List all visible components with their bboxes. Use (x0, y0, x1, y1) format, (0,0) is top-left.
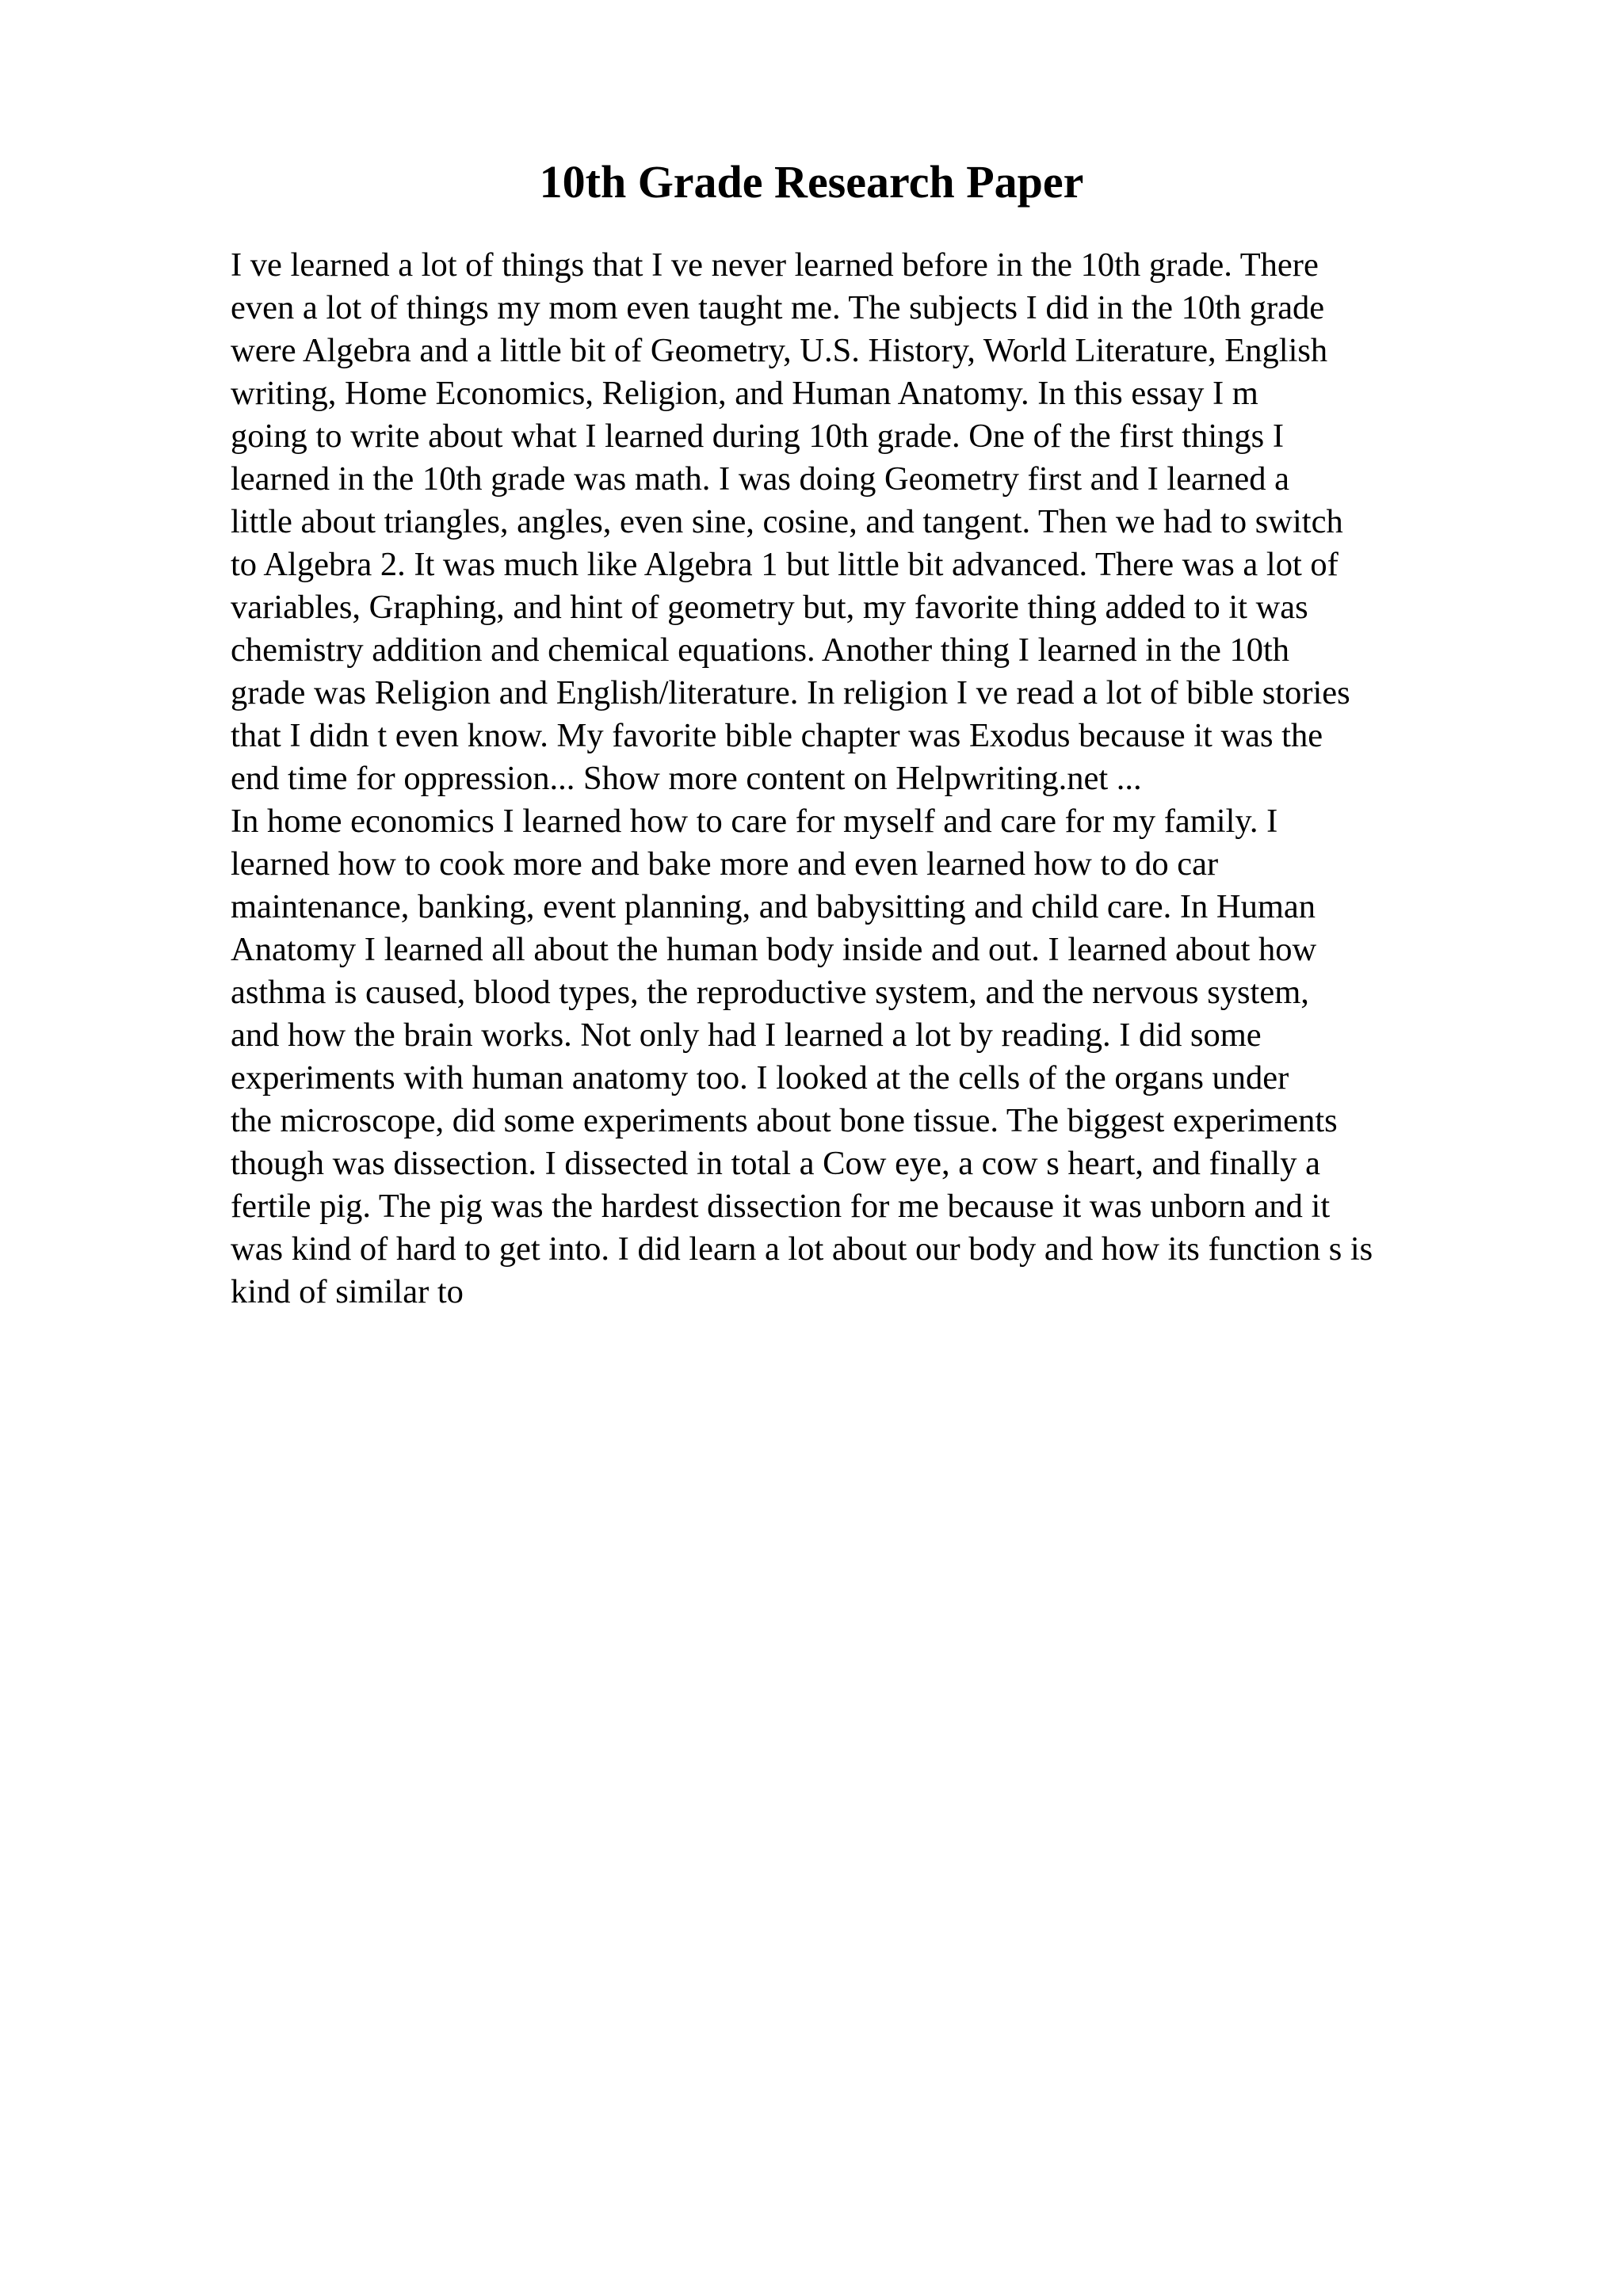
text-line: were Algebra and a little bit of Geometry, U.S. History, World Literature, English (231, 332, 1328, 369)
text-line: even a lot of things my mom even taught me. The subjects I did in the 10th grade (231, 289, 1325, 326)
text-line: was kind of hard to get into. I did learn a lot about our body and how its function s is (231, 1230, 1373, 1268)
text-line: little about triangles, angles, even sine, cosine, and tangent. Then we had to switch (231, 503, 1343, 540)
page-title: 10th Grade Research Paper (539, 156, 1084, 208)
text-line: learned in the 10th grade was math. I was doing Geometry first and I learned a (231, 460, 1289, 498)
text-line: kind of similar to (231, 1273, 464, 1310)
essay-body (231, 244, 1594, 1314)
text-line: maintenance, banking, event planning, and babysitting and child care. In Human (231, 888, 1316, 925)
text-line: In home economics I learned how to care for myself and care for my family. I (231, 803, 1278, 840)
text-line: though was dissection. I dissected in total a Cow eye, a cow s heart, and finally a (231, 1145, 1320, 1182)
text-line: chemistry addition and chemical equations. Another thing I learned in the 10th (231, 631, 1290, 669)
text-line: the microscope, did some experiments about bone tissue. The biggest experiments (231, 1102, 1338, 1139)
text-line: writing, Home Economics, Religion, and Human Anatomy. In this essay I m (231, 375, 1258, 412)
text-line: variables, Graphing, and hint of geometry but, my favorite thing added to it was (231, 589, 1308, 626)
text-line: I ve learned a lot of things that I ve never learned before in the 10th grade. There (231, 246, 1319, 284)
text-line: grade was Religion and English/literature. In religion I ve read a lot of bible stories (231, 674, 1350, 711)
text-line: experiments with human anatomy too. I looked at the cells of the organs under (231, 1059, 1289, 1097)
text-line: asthma is caused, blood types, the reproductive system, and the nervous system, (231, 974, 1309, 1011)
text-line: going to write about what I learned during 10th grade. One of the first things I (231, 418, 1284, 455)
text-line: end time for oppression... Show more content on Helpwriting.net ... (231, 760, 1142, 797)
text-line: fertile pig. The pig was the hardest dissection for me because it was unborn and it (231, 1188, 1331, 1225)
text-line: to Algebra 2. It was much like Algebra 1 but little bit advanced. There was a lot of (231, 546, 1338, 583)
text-line: that I didn t even know. My favorite bible chapter was Exodus because it was the (231, 717, 1323, 754)
text-line: and how the brain works. Not only had I learned a lot by reading. I did some (231, 1016, 1262, 1054)
text-line: learned how to cook more and bake more and even learned how to do car (231, 845, 1219, 883)
text-line: Anatomy I learned all about the human body inside and out. I learned about how (231, 931, 1317, 968)
